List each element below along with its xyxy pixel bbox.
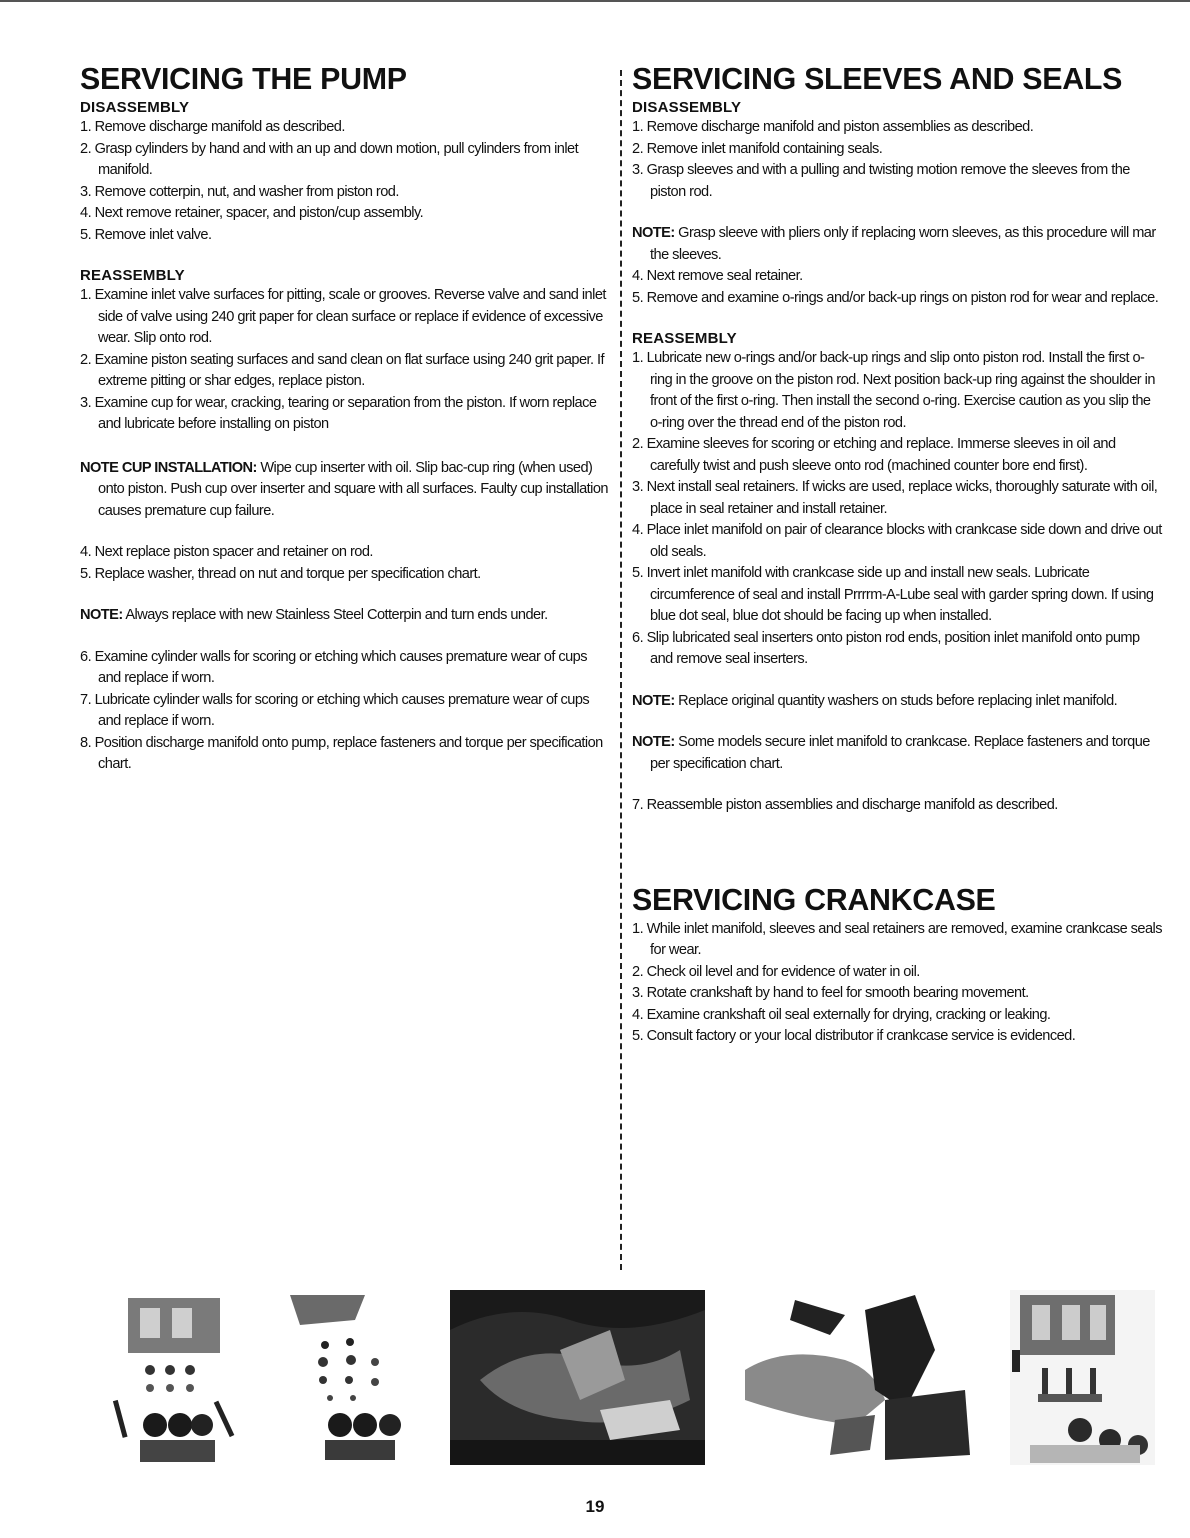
list-item: 1. Lubricate new o-rings and/or back-up rings and slip onto piston rod. Install the first o-ring in the groove on the piston rod. Next position back-up ring against the shoulder in front of the first o-ring. Then install the second o-ring. Exercise caution as you slip the o-ring over the thread end of the piston rod. <box>632 350 1155 431</box>
note-text: Always replace with new Stainless Steel Cotterpin and turn ends under. <box>125 607 548 623</box>
list-item: 2. Remove inlet manifold containing seals. <box>632 140 883 157</box>
list-item: 4. Next replace piston spacer and retainer on rod. <box>80 544 373 560</box>
pump-reassembly-list-b <box>80 542 612 585</box>
sleeves-disassembly-list-b <box>632 266 1164 309</box>
list-item: 1. While inlet manifold, sleeves and seal retainers are removed, examine crankcase seals for wear. <box>632 920 1162 958</box>
list-item: 8. Position discharge manifold onto pump, replace fasteners and torque per specification chart. <box>80 734 603 772</box>
list-item: 6. Examine cylinder walls for scoring or etching which causes premature wear of cups and replace if worn. <box>80 648 587 686</box>
sleeves-disassembly-list-a <box>632 117 1164 203</box>
note-text: Grasp sleeve with pliers only if replacing worn sleeves, as this procedure will mar the sleeves. <box>650 225 1156 263</box>
list-item: 4. Next remove seal retainer. <box>632 268 803 284</box>
list-item: 2. Check oil level and for evidence of water in oil. <box>632 963 920 980</box>
sleeves-reassembly-list <box>632 348 1164 671</box>
note-text: Wipe cup inserter with oil. Slip bac-cup ring (when used) onto piston. Push cup over inserter and square with all surfaces. Faulty cup installation causes premature cup failure. <box>98 459 608 519</box>
list-item: 3. Remove cotterpin, nut, and washer from piston rod. <box>80 183 399 200</box>
cup-installation-note <box>80 458 612 523</box>
list-item: 1. Remove discharge manifold and piston assemblies as described. <box>632 119 1034 135</box>
sleeves-section <box>632 60 1164 1048</box>
note-label: NOTE: <box>632 734 675 750</box>
sleeves-title: SERVICING SLEEVES AND SEALS <box>632 61 1123 96</box>
list-item: 4. Next remove retainer, spacer, and piston/cup assembly. <box>80 205 424 221</box>
list-item: 4. Place inlet manifold on pair of clearance blocks with crankcase side down and drive out old seals. <box>632 522 1162 560</box>
pliers-note <box>632 223 1164 266</box>
list-item: 7. Lubricate cylinder walls for scoring or etching which causes premature wear of cups and replace if worn. <box>80 691 590 729</box>
list-item: 3. Rotate crankshaft by hand to feel for smooth bearing movement. <box>632 985 1029 1001</box>
list-item: 3. Grasp sleeves and with a pulling and twisting motion remove the sleeves from the piston rod. <box>632 162 1130 200</box>
list-item: 2. Examine piston seating surfaces and sand clean on flat surface using 240 grit paper. If extreme pitting or shar edges, replace piston. <box>80 351 605 389</box>
pump-reassembly-list-c <box>80 647 612 776</box>
list-item: 1. Remove discharge manifold as described. <box>80 119 345 135</box>
column-divider <box>620 70 622 1270</box>
note-label: NOTE: <box>80 607 123 623</box>
hands-servicing-photo-2 <box>735 1290 975 1465</box>
crankcase-list <box>632 919 1164 1048</box>
pump-disassembly-list <box>80 117 612 246</box>
final-step: 7. Reassemble piston assemblies and discharge manifold as described. <box>632 797 1058 813</box>
pump-parts-photo-2 <box>285 1290 410 1465</box>
washers-note <box>632 691 1164 713</box>
sleeves-reassembly-heading: REASSEMBLY <box>632 330 737 347</box>
list-item: 2. Grasp cylinders by hand and with an up and down motion, pull cylinders from inlet manifold. <box>80 140 579 178</box>
list-item: 3. Examine cup for wear, cracking, tearing or separation from the piston. If worn replace and lubricate before installing on piston <box>80 394 597 432</box>
hands-servicing-photo-1 <box>450 1290 705 1465</box>
note-label: NOTE: <box>632 225 675 241</box>
pump-parts-photo-3 <box>1010 1290 1155 1465</box>
note-label: NOTE CUP INSTALLATION: <box>80 459 257 476</box>
crankcase-section <box>632 881 1164 1048</box>
cotterpin-note <box>80 605 612 627</box>
list-item: 1. Examine inlet valve surfaces for pitting, scale or grooves. Reverse valve and sand inlet side of valve using 240 grit paper for clean surface or replace if evidence of excessive wear. Slip onto rod. <box>80 287 606 346</box>
list-item: 5. Remove and examine o-rings and/or back-up rings on piston rod for wear and replace. <box>632 289 1159 306</box>
top-rule <box>0 0 1190 2</box>
pump-reassembly-heading: REASSEMBLY <box>80 267 185 284</box>
list-item: 2. Examine sleeves for scoring or etching and replace. Immerse sleeves in oil and carefully twist and push sleeve onto rod (machined counter bore end first). <box>632 436 1116 474</box>
crankcase-title: SERVICING CRANKCASE <box>632 881 996 917</box>
crankcase-secure-note <box>632 732 1164 775</box>
note-text: Some models secure inlet manifold to crankcase. Replace fasteners and torque per specification chart. <box>650 734 1150 772</box>
sleeves-disassembly-heading: DISASSEMBLY <box>632 99 742 116</box>
list-item: 5. Consult factory or your local distributor if crankcase service is evidenced. <box>632 1028 1076 1044</box>
list-item: 5. Remove inlet valve. <box>80 226 212 243</box>
pump-title: SERVICING THE PUMP <box>80 61 407 96</box>
pump-disassembly-heading: DISASSEMBLY <box>80 99 190 116</box>
note-text: Replace original quantity washers on studs before replacing inlet manifold. <box>678 692 1118 709</box>
note-label: NOTE: <box>632 692 675 709</box>
list-item: 5. Replace washer, thread on nut and torque per specification chart. <box>80 565 481 582</box>
pump-reassembly-list-a <box>80 285 612 436</box>
list-item: 4. Examine crankshaft oil seal externally for drying, cracking or leaking. <box>632 1006 1051 1023</box>
list-item: 5. Invert inlet manifold with crankcase side up and install new seals. Lubricate circumference of seal and install Prrrrm-A-Lube seal with garder spring down. If using blue dot seal, blue dot should be facing up when installed. <box>632 565 1154 624</box>
photo-strip <box>80 1290 1170 1465</box>
pump-parts-photo-1 <box>110 1290 240 1465</box>
page-number: 19 <box>585 1497 605 1516</box>
pump-section <box>80 60 612 776</box>
list-item: 6. Slip lubricated seal inserters onto piston rod ends, position inlet manifold onto pump and remove seal inserters. <box>632 629 1140 667</box>
list-item: 3. Next install seal retainers. If wicks are used, replace wicks, thoroughly saturate with oil, place in seal retainer and install retainer. <box>632 479 1158 517</box>
